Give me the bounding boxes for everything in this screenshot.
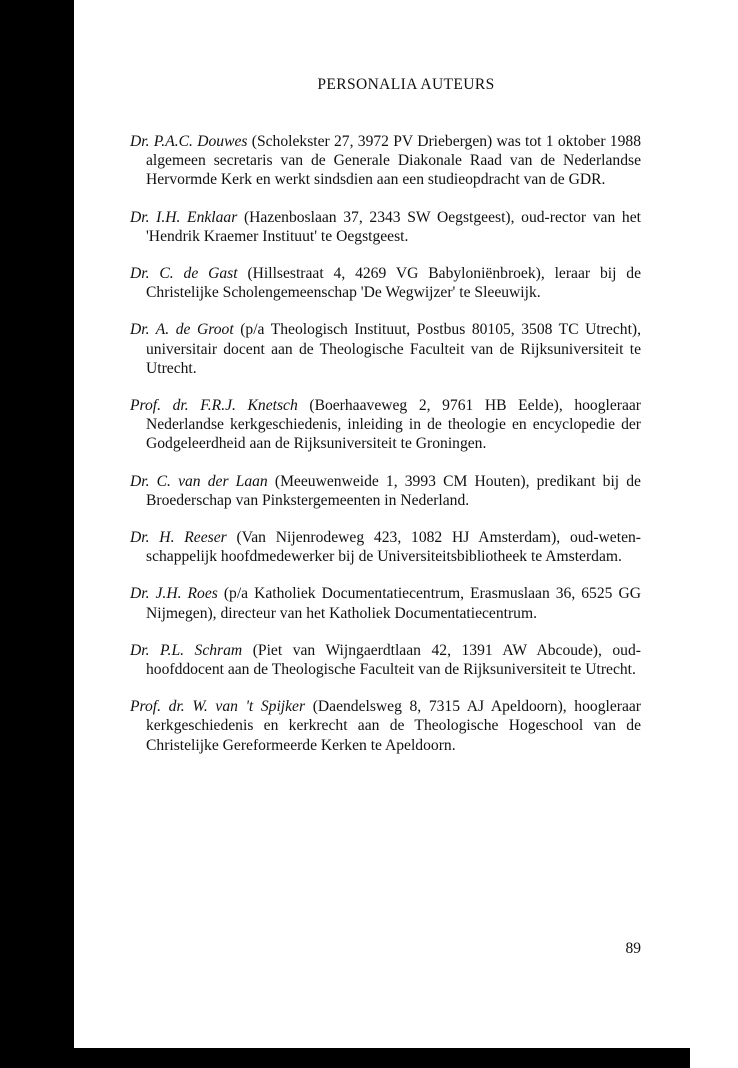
author-entry: [130, 472, 641, 510]
author-name: Dr. P.A.C. Douwes: [130, 133, 248, 150]
page-title: PERSONALIA AUTEURS: [317, 76, 495, 93]
author-entry: [130, 396, 641, 454]
author-description: (Scholekster 27, 3972 PV Driebergen) was tot 1 oktober 1988 algemeen secretaris van de Generale Diakonale Raad van de Nederlandse Hervormde Kerk en werkt sindsdien aan een studieopdracht van de GDR.: [146, 133, 641, 189]
author-entry: [130, 641, 641, 679]
author-description: (p/a Katholiek Documentatiecentrum, Erasmuslaan 36, 6525 GG Nijmegen), directeur van het Katholiek Documentatiecentrum.: [146, 585, 641, 622]
page-number: 89: [625, 940, 641, 957]
author-name: Dr. P.L. Schram: [130, 641, 243, 659]
author-description: (Piet van Wijngaerdtlaan 42, 1391 AW Abcoude), oudhoofddocent aan de Theologische Faculteit van de Rijksuniversiteit te Utrecht.: [146, 641, 641, 679]
author-name: Dr. H. Reeser: [130, 529, 227, 547]
author-name: Prof. dr. F.R.J. Knetsch: [130, 397, 298, 415]
author-list: [130, 132, 641, 755]
author-description: (p/a Theologisch Instituut, Postbus 80105, 3508 TC Utrecht), universitair docent aan de Theologische Faculteit van de Rijksuniversiteit te Utrecht.: [146, 321, 641, 377]
author-entry: [130, 528, 641, 566]
author-name: Dr. A. de Groot: [130, 321, 234, 339]
author-description: (Hillsestraat 4, 4269 VG Babyloniënbroek), leraar bij de Christelijke Scholengemeenschap 'De Wegwijzer' te Sleeuwijk.: [146, 265, 641, 302]
author-name: Dr. I.H. Enklaar: [130, 208, 238, 226]
author-entry: [130, 208, 641, 246]
author-name: Dr. C. van der Laan: [130, 472, 268, 490]
author-description: (Meeuwenweide 1, 3993 CM Houten), predikant bij de Broederschap van Pinkstergemeenten in Nederland.: [146, 472, 641, 509]
author-entry: [130, 320, 641, 378]
author-name: Prof. dr. W. van 't Spijker: [130, 698, 306, 716]
author-entry: [130, 697, 641, 755]
author-name: Dr. J.H. Roes: [130, 585, 218, 603]
author-entry: [130, 264, 641, 302]
author-name: Dr. C. de Gast: [130, 265, 238, 283]
author-entry: [130, 132, 641, 190]
scan-left-border: [0, 0, 74, 1068]
author-description: (Boerhaaveweg 2, 9761 HB Eelde), hoogleraar Nederlandse kerkgeschiedenis, inleiding in de theologie en encyclopedie der Godgeleerdheid aan de Rijksuniversiteit te Groningen.: [146, 397, 642, 453]
author-description: (Van Nijenrodeweg 423, 1082 HJ Amsterdam), oud-wetenschappelijk hoofdmedewerker bij de Universiteitsbibliotheek te Amsterdam.: [146, 529, 641, 566]
author-description: (Daendelsweg 8, 7315 AJ Apeldoorn), hoogleraar kerkgeschiedenis en kerkrecht aan de Theologische Hogeschool van de Christelijke Gereformeerde Kerken te Apeldoorn.: [146, 698, 641, 754]
scan-bottom-border: [0, 1048, 690, 1068]
author-description: (Hazenboslaan 37, 2343 SW Oegstgeest), oud-rector van het 'Hendrik Kraemer Instituut' te Oegstgeest.: [146, 208, 641, 245]
author-entry: [130, 584, 641, 622]
